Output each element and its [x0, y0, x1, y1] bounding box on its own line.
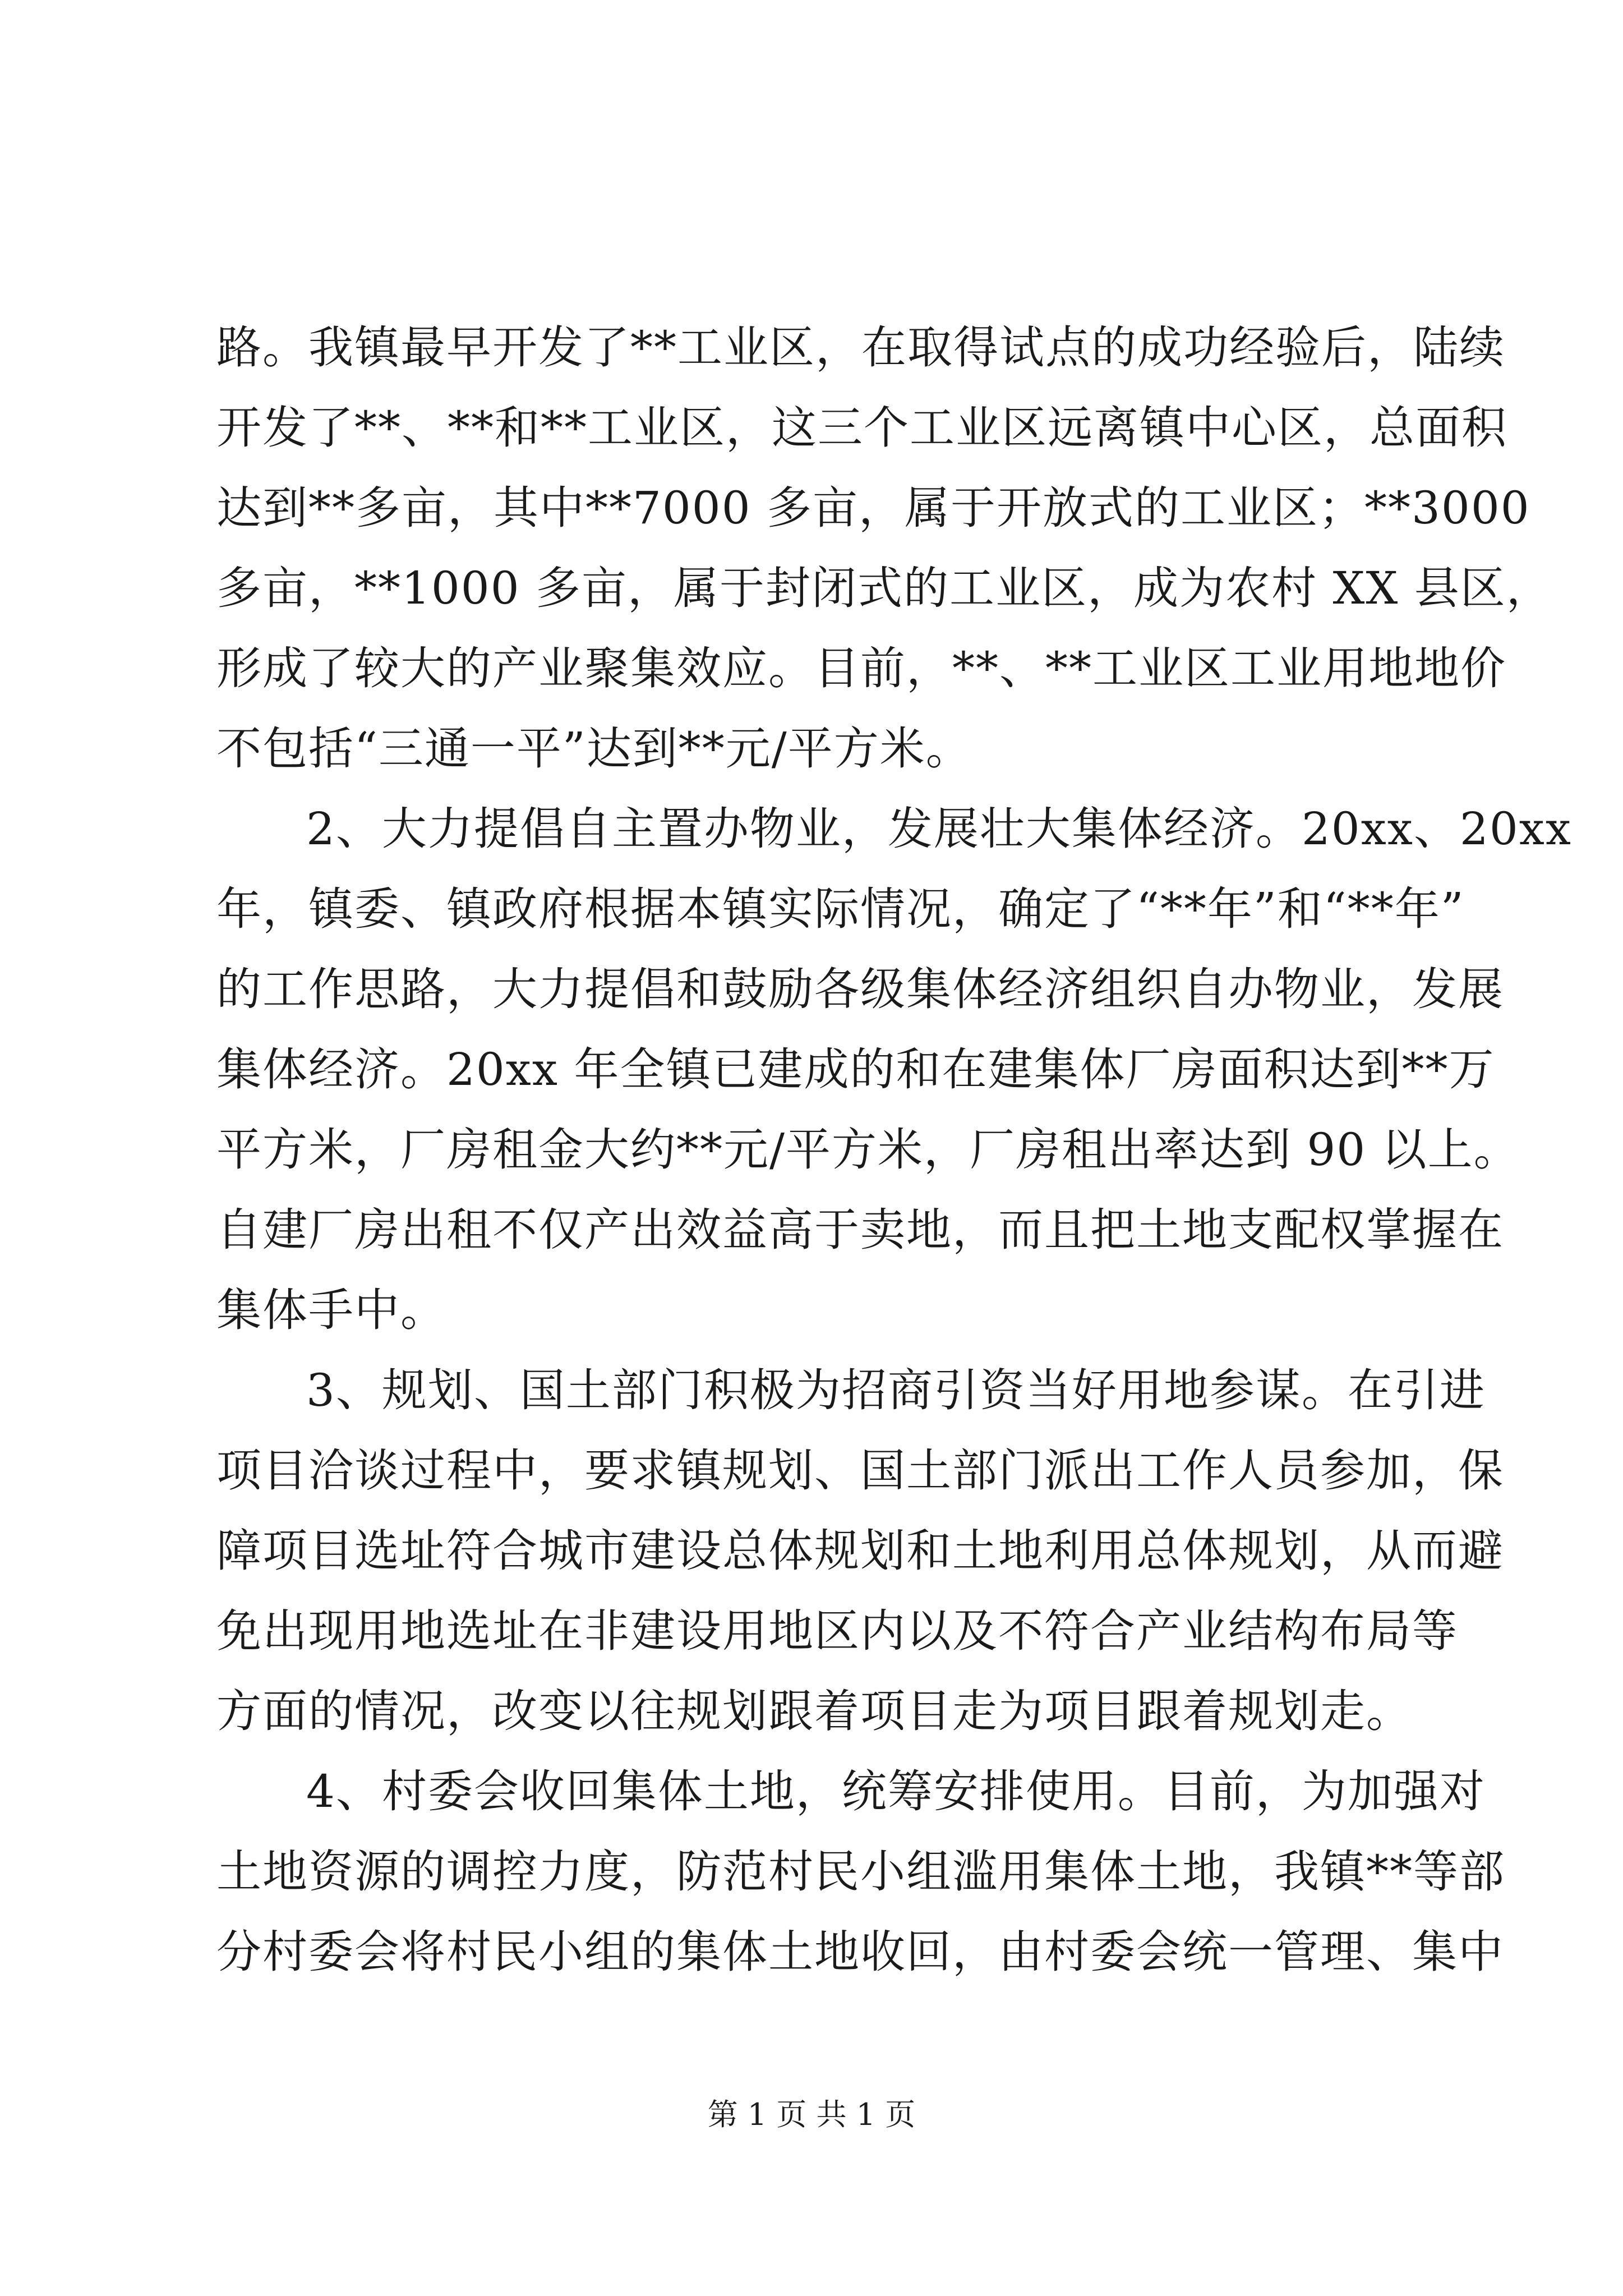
paragraph-first-line: 2、大力提倡自主置办物业，发展壮大集体经济。20xx、20xx: [306, 803, 1572, 855]
page-footer: 第 1 页 共 1 页: [707, 2097, 916, 2132]
text-line: 自建厂房出租不仅产出效益高于卖地，而且把土地支配权掌握在: [216, 1204, 1504, 1256]
text-line: 平方米，厂房租金大约**元/平方米，厂房租出率达到 90 以上。: [216, 1124, 1520, 1176]
text-line: 障项目选址符合城市建设总体规划和土地利用总体规划，从而避: [216, 1525, 1504, 1577]
text-line: 不包括“三通一平”达到**元/平方米。: [216, 723, 972, 775]
text-line: 形成了较大的产业聚集效应。目前，**、**工业区工业用地地价: [216, 642, 1506, 694]
text-line: 路。我镇最早开发了**工业区，在取得试点的成功经验后，陆续: [216, 321, 1505, 374]
text-line: 分村委会将村民小组的集体土地收回，由村委会统一管理、集中: [216, 1926, 1504, 1978]
paragraph-first-line: 4、村委会收回集体土地，统筹安排使用。目前，为加强对: [306, 1765, 1486, 1818]
text-line: 项目洽谈过程中，要求镇规划、国土部门派出工作人员参加，保: [216, 1444, 1504, 1497]
text-line: 土地资源的调控力度，防范村民小组滥用集体土地，我镇**等部: [216, 1846, 1505, 1898]
text-line: 集体手中。: [216, 1284, 446, 1336]
document-body: [216, 307, 1572, 1992]
text-line: 方面的情况，改变以往规划跟着项目走为项目跟着规划走。: [216, 1685, 1412, 1737]
paragraph-first-line: 3、规划、国土部门积极为招商引资当好用地参谋。在引进: [306, 1364, 1486, 1416]
text-line: 达到**多亩，其中**7000 多亩，属于开放式的工业区；**3000: [216, 482, 1530, 534]
text-line: 免出现用地选址在非建设用地区内以及不符合产业结构布局等: [216, 1605, 1458, 1657]
text-line: 年，镇委、镇政府根据本镇实际情况，确定了“**年”和“**年”: [216, 883, 1465, 935]
text-line: 集体经济。20xx 年全镇已建成的和在建集体厂房面积达到**万: [216, 1043, 1495, 1096]
text-line: 的工作思路，大力提倡和鼓励各级集体经济组织自办物业，发展: [216, 963, 1504, 1015]
text-line: 多亩，**1000 多亩，属于封闭式的工业区，成为农村 XX 县区，: [216, 562, 1552, 614]
text-line: 开发了**、**和**工业区，这三个工业区远离镇中心区，总面积: [216, 402, 1507, 454]
